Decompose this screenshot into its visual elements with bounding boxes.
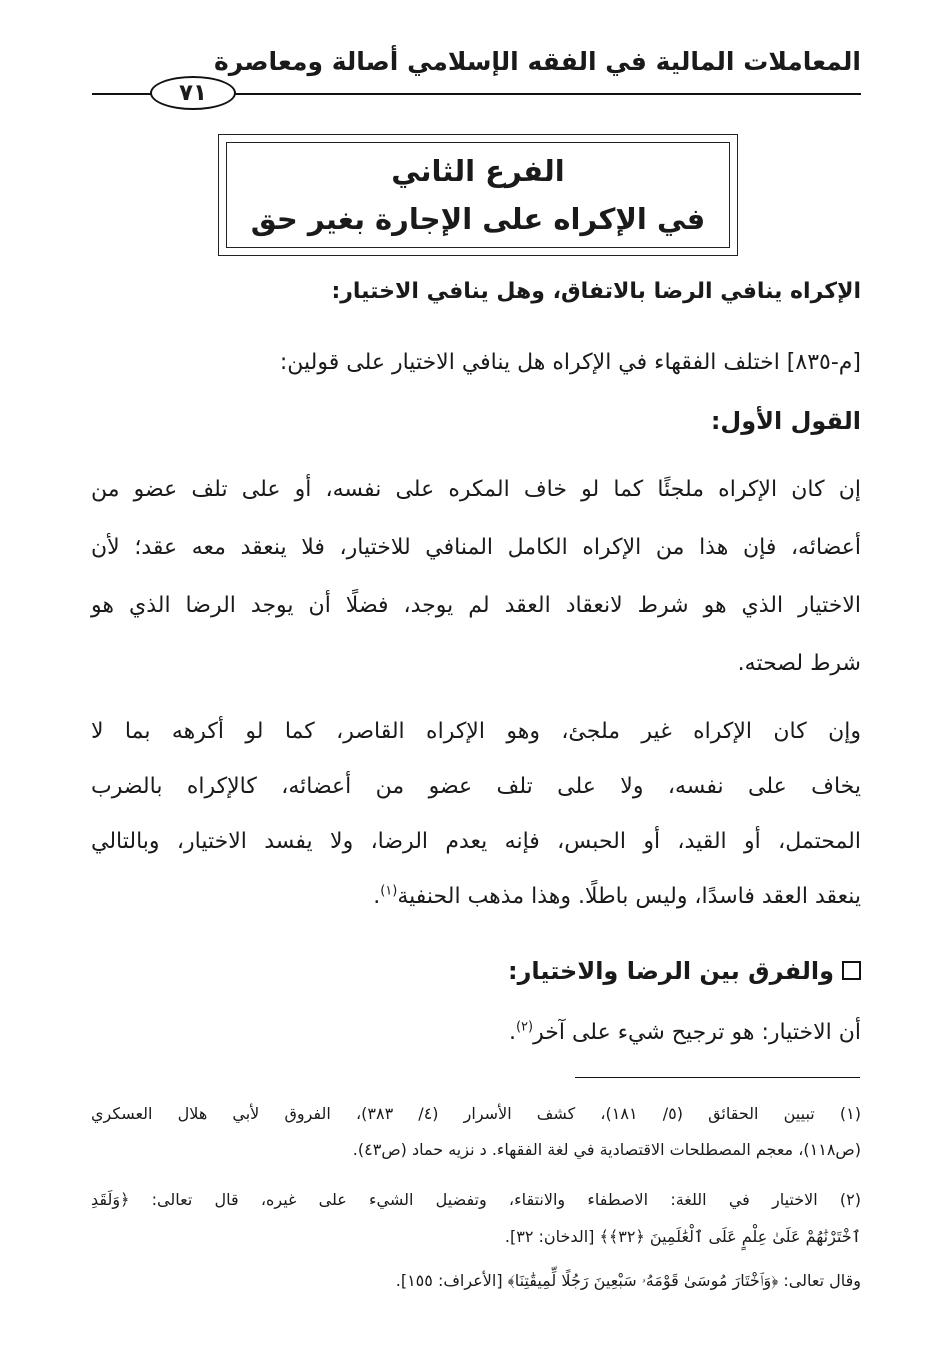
footnote-line: وقال تعالى: ﴿وَٱخْتَارَ مُوسَىٰ قَوْمَهُۥ سَبْعِينَ رَجُلًا لِّمِيقَٰتِنَا﴾ [الأعراف: ١٥٥]. (395, 1271, 861, 1290)
section-title-line-1: الفرع الثاني (391, 154, 565, 188)
body-line: أعضائه، فإن هذا من الإكراه الكامل المنافي للاختيار، فلا ينعقد معه عقد؛ لأن (91, 535, 861, 560)
body-line: [م-٨٣٥] اختلف الفقهاء في الإكراه هل ينافي الاختيار على قولين: (279, 350, 861, 375)
body-line: يخاف على نفسه، ولا على تلف عضو من أعضائه، كالإكراه بالضرب (91, 774, 861, 799)
body-line: المحتمل، أو القيد، أو الحبس، فإنه يعدم الرضا، ولا يفسد الاختيار، وبالتالي (91, 829, 861, 854)
body-line: إن كان الإكراه ملجئًا كما لو خاف المكره على نفسه، أو على تلف عضو من (91, 477, 861, 502)
sentence-end: . (508, 1020, 516, 1045)
body-line: الإكراه ينافي الرضا بالاتفاق، وهل ينافي الاختيار: (331, 279, 861, 304)
footnote-separator (575, 1077, 860, 1078)
section-title-frame (218, 134, 738, 256)
running-header-title: المعاملات المالية في الفقه الإسلامي أصالة ومعاصرة (214, 47, 861, 76)
subheading-text: والفرق بين الرضا والاختيار: (508, 957, 834, 985)
sentence-end: . (373, 884, 381, 909)
page-number: ٧١ (150, 76, 236, 110)
section-title-line-2: في الإكراه على الإجارة بغير حق (250, 202, 706, 236)
subheading-difference (91, 949, 861, 993)
footnote-ref-1: (١) (380, 883, 398, 899)
body-text: أن الاختيار: هو ترجيح شيء على آخر (533, 1020, 861, 1045)
body-line: شرط لصحته. (737, 651, 861, 676)
section-title-inner-frame (226, 142, 730, 248)
footnote-line: (٢) الاختيار في اللغة: الاصطفاء والانتقاء، وتفضيل الشيء على غيره، قال تعالى: ﴿وَلَقَدِ (91, 1190, 861, 1209)
footnote-line: ٱخْتَرْنَٰهُمْ عَلَىٰ عِلْمٍ عَلَى ٱلْعَٰلَمِينَ ﴿٣٢﴾﴾ [الدخان: ٣٢]. (504, 1227, 861, 1246)
body-line: وإن كان الإكراه غير ملجئ، وهو الإكراه القاصر، كما لو أكرهه بما لا (91, 719, 861, 744)
body-text: ينعقد العقد فاسدًا، وليس باطلًا. وهذا مذهب الحنفية (397, 884, 861, 909)
body-line (91, 1011, 861, 1055)
subheading-first-opinion: القول الأول: (710, 407, 861, 435)
body-line: الاختيار الذي هو شرط لانعقاد العقد لم يوجد، فضلًا أن يوجد الرضا الذي هو (91, 593, 861, 618)
square-bullet-icon (842, 961, 861, 980)
body-line (91, 875, 861, 919)
footnote-line: (١) تبيين الحقائق (٥/ ١٨١)، كشف الأسرار (٤/ ٣٨٣)، الفروق لأبي هلال العسكري (91, 1104, 861, 1123)
footnote-ref-2: (٢) (515, 1019, 534, 1035)
footnote-line: (ص١١٨)، معجم المصطلحات الاقتصادية في لغة الفقهاء. د نزيه حماد (ص٤٣). (352, 1140, 861, 1159)
